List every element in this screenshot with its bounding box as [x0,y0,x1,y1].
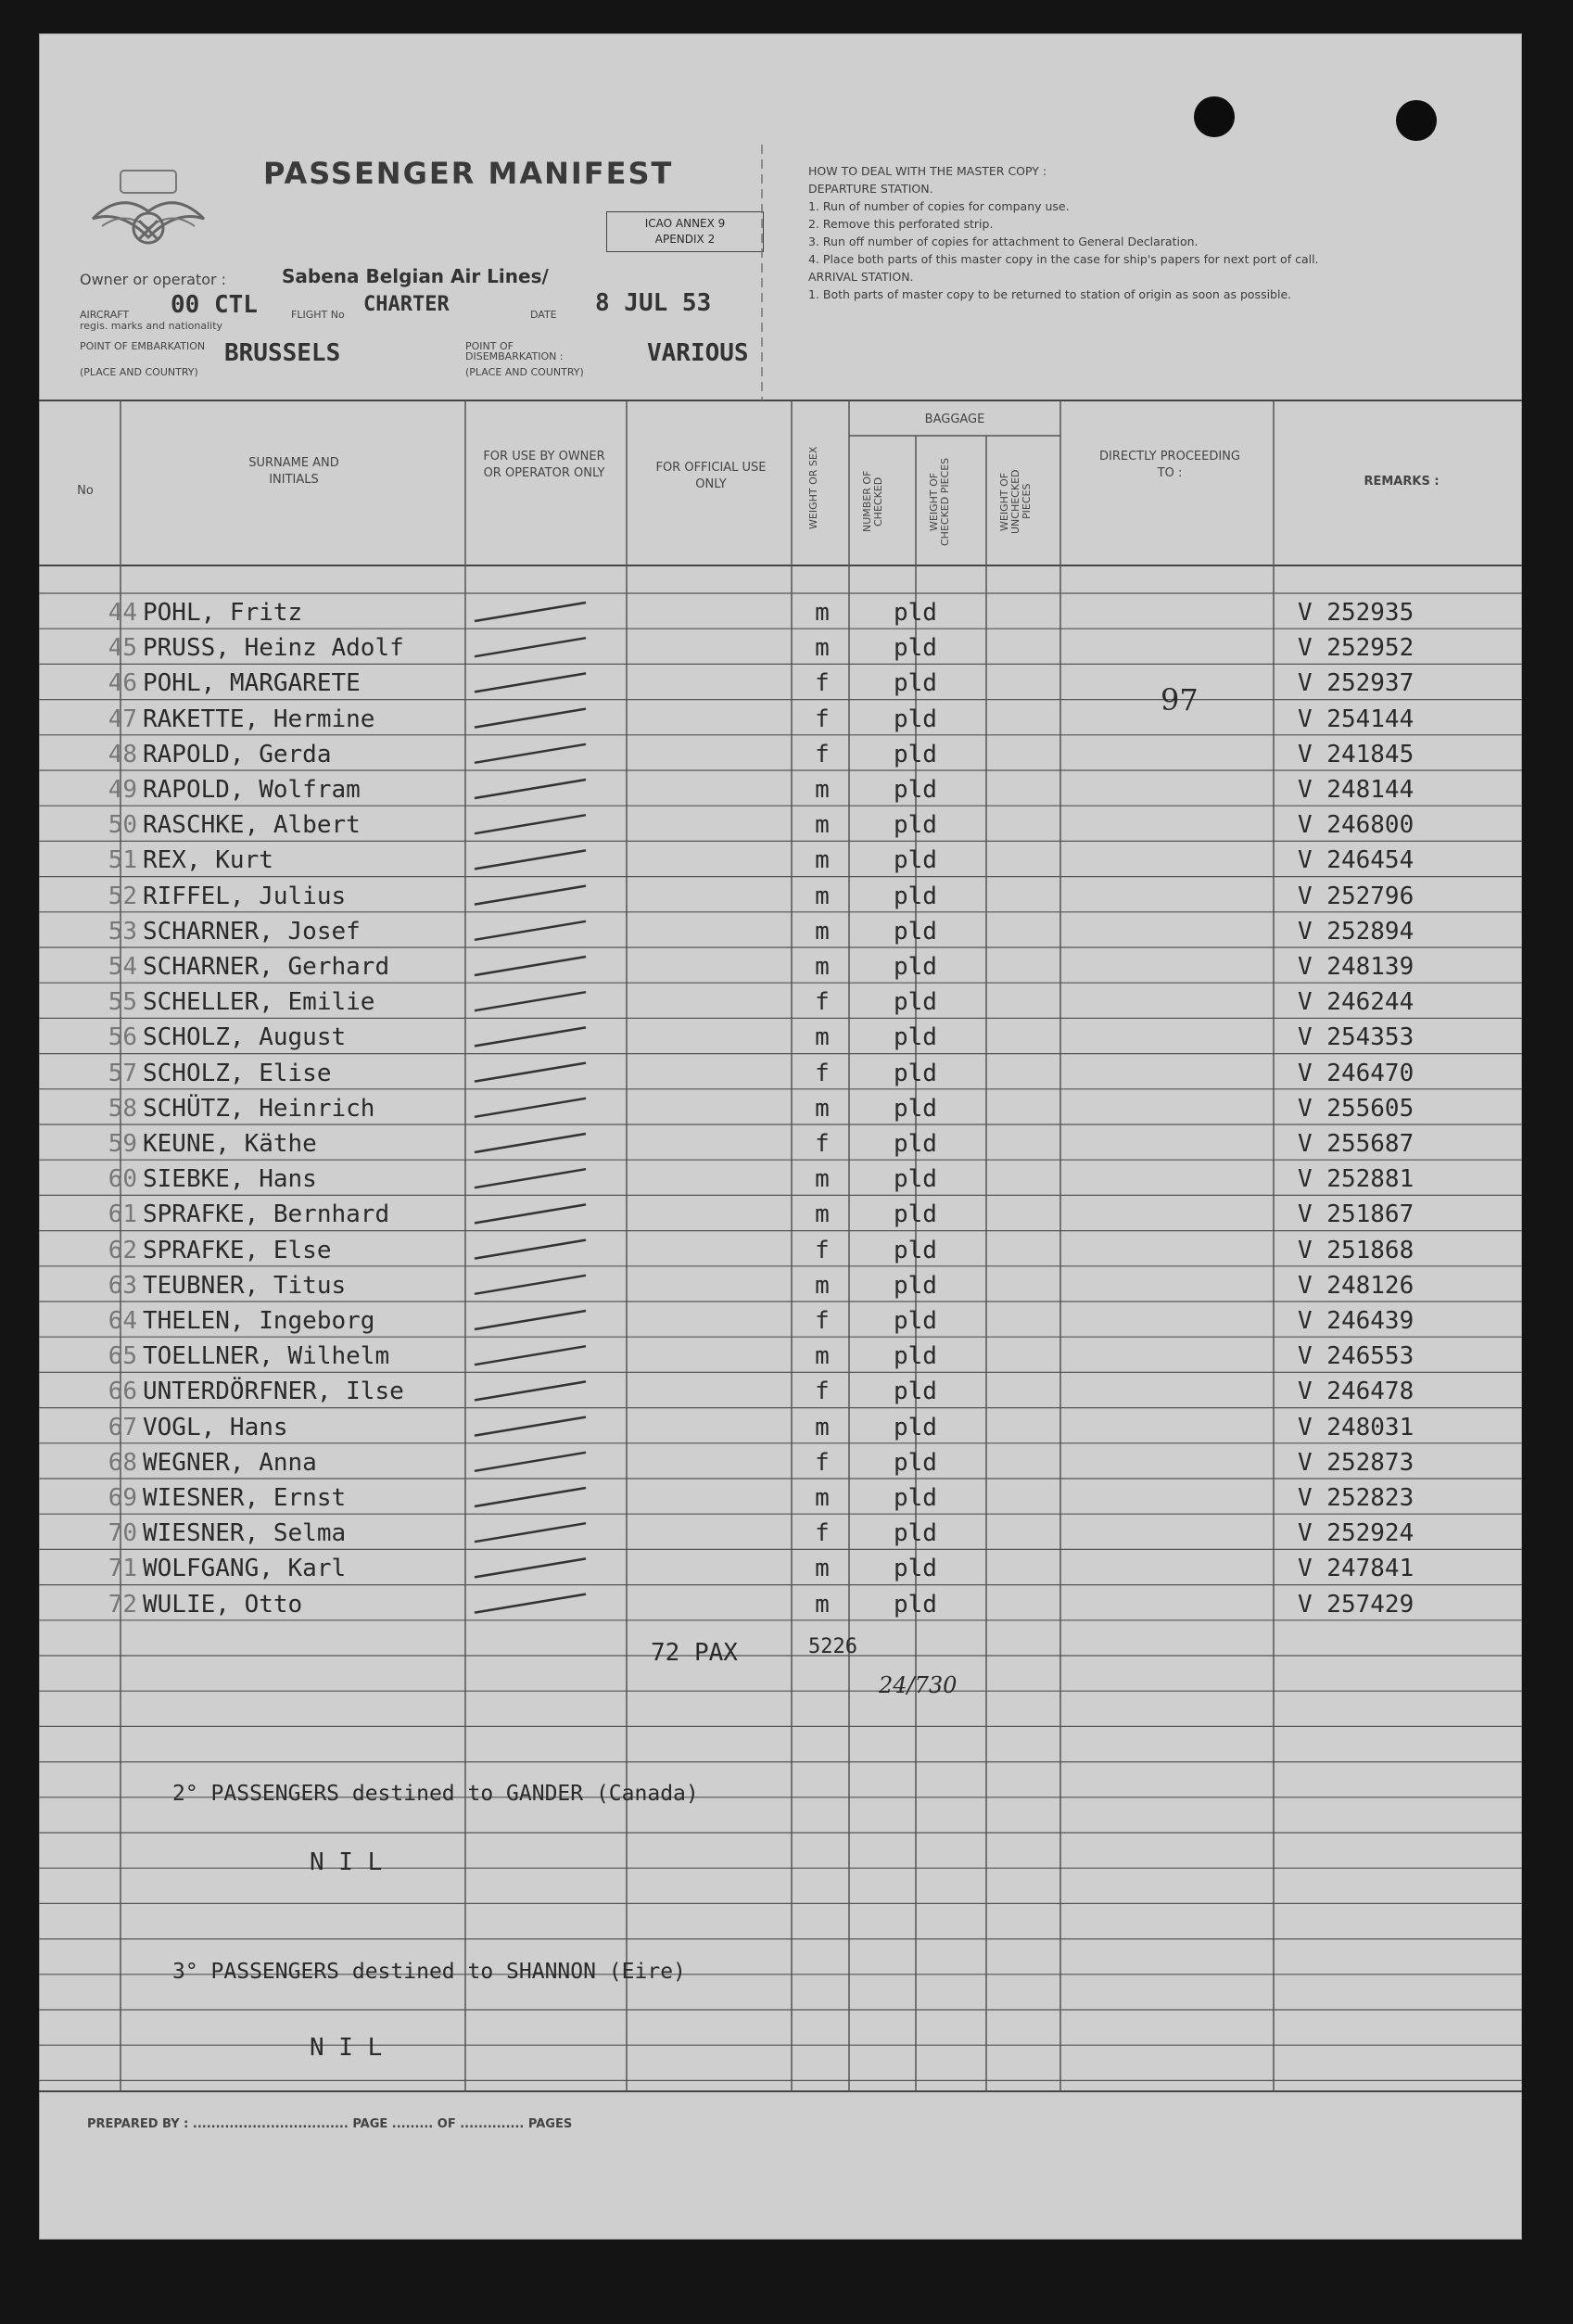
column-header-weight-unchecked: WEIGHT OF UNCHECKED PIECES [998,469,1033,534]
row-number: 54 [108,953,137,981]
table-row [39,806,1522,841]
remark-value: V 246553 [1298,1342,1414,1371]
baggage-code: pld [894,1059,937,1087]
row-number: 66 [108,1378,137,1406]
table-row [39,1195,1522,1230]
date-label: DATE [530,309,557,321]
column-header-weight-sex: WEIGHT OR SEX [807,446,819,529]
passenger-name: WOLFGANG, Karl [143,1555,347,1583]
remark-value: V 246478 [1298,1378,1414,1406]
remark-value: V 255605 [1298,1094,1414,1123]
passenger-sex: m [815,811,830,840]
row-number: 56 [108,1023,137,1052]
note-eire: 3° PASSENGERS destined to SHANNON (Eire) [172,1960,686,1984]
baggage-code: pld [894,705,937,733]
passenger-sex: m [815,882,830,910]
owner-label: Owner or operator : [80,271,227,288]
passenger-name: THELEN, Ingeborg [143,1307,375,1335]
passenger-name: RAPOLD, Wolfram [143,776,361,804]
baggage-code: pld [894,634,937,663]
passenger-sex: m [815,776,830,804]
remark-value: V 247841 [1298,1555,1414,1583]
flight-label: FLIGHT No [291,309,345,321]
remark-value: V 246470 [1298,1059,1414,1087]
passenger-name: TOELLNER, Wilhelm [143,1342,390,1371]
passenger-sex: f [815,1307,830,1335]
instructions [808,163,1439,304]
prepared-by-footer: PREPARED BY : .................................. PAGE ......... OF .............. PAGES [87,2117,573,2131]
aircraft-label: AIRCRAFT [80,309,130,321]
passenger-name: WULIE, Otto [143,1590,303,1619]
baggage-code: pld [894,846,937,875]
passenger-name: SCHARNER, Gerhard [143,953,390,981]
date-value: 8 JUL 53 [595,289,712,317]
column-header-weight-checked: WEIGHT OF CHECKED PIECES [928,457,951,546]
sabena-logo-icon [83,154,213,284]
table-row [39,1054,1522,1089]
table-row [39,735,1522,770]
passenger-name: RIFFEL, Julius [143,882,347,910]
row-number: 44 [108,599,137,627]
table-row [39,1549,1522,1584]
remark-value: V 252796 [1298,882,1414,910]
remark-value: V 246439 [1298,1307,1414,1335]
passenger-sex: m [815,1555,830,1583]
remark-value: V 251868 [1298,1236,1414,1264]
row-number: 49 [108,776,137,804]
row-number: 61 [108,1200,137,1229]
table-row [39,629,1522,664]
passenger-sex: m [815,1200,830,1229]
instruction-line: 4. Place both parts of this master copy in the case for ship's papers for next port of call. [808,252,1319,266]
passenger-name: RAKETTE, Hermine [143,705,375,733]
row-number: 57 [108,1059,137,1087]
table-row [39,1337,1522,1372]
passenger-sex: f [815,1059,830,1087]
remark-value: V 252881 [1298,1165,1414,1194]
instruction-line: 2. Remove this perforated strip. [808,217,994,231]
passenger-name: SCHARNER, Josef [143,917,361,946]
passenger-sex: m [815,634,830,663]
passenger-name: POHL, MARGARETE [143,669,361,698]
remark-value: V 252952 [1298,634,1414,663]
flight-value: CHARTER [363,293,450,316]
instruction-line: ARRIVAL STATION. [808,270,914,284]
baggage-code: pld [894,599,937,627]
passenger-sex: f [815,1130,830,1158]
remark-value: V 248139 [1298,953,1414,981]
column-header-baggage: BAGGAGE [924,413,985,426]
remark-value: V 251867 [1298,1200,1414,1229]
baggage-code: pld [894,1200,937,1229]
handwritten-note: 24/730 [879,1672,958,1698]
row-number: 65 [108,1342,137,1371]
passenger-sex: m [815,599,830,627]
baggage-code: pld [894,1023,937,1052]
passenger-sex: m [815,1094,830,1123]
passenger-name: UNTERDÖRFNER, Ilse [143,1378,404,1406]
instruction-line: HOW TO DEAL WITH THE MASTER COPY : [808,164,1047,178]
baggage-code: pld [894,1094,937,1123]
row-number: 59 [108,1130,137,1158]
table-row [39,1443,1522,1479]
baggage-code: pld [894,882,937,910]
note-eire-nil: N I L [310,2034,383,2062]
remark-value: V 255687 [1298,1130,1414,1158]
passenger-name: VOGL, Hans [143,1413,288,1441]
baggage-code: pld [894,1165,937,1194]
baggage-code: pld [894,1590,937,1619]
baggage-code: pld [894,1448,937,1477]
passenger-name: REX, Kurt [143,846,273,875]
passenger-name: SPRAFKE, Else [143,1236,332,1264]
passenger-name: POHL, Fritz [143,599,303,627]
icao-box [606,211,764,252]
remark-value: V 248144 [1298,776,1414,804]
table-row [39,1018,1522,1053]
table-row [39,1089,1522,1124]
baggage-code: pld [894,917,937,946]
punch-hole [1194,96,1235,137]
disembark-sub: (PLACE AND COUNTRY) [465,366,584,378]
embark-value: BRUSSELS [224,339,341,367]
passenger-sex: m [815,1165,830,1194]
passenger-sex: f [815,669,830,698]
baggage-code: pld [894,1342,937,1371]
table-row [39,947,1522,983]
row-number: 69 [108,1484,137,1512]
baggage-code: pld [894,953,937,981]
passenger-sex: f [815,705,830,733]
column-header-remarks: REMARKS : [1364,475,1440,489]
row-number: 55 [108,988,137,1017]
aircraft-value: 00 CTL [171,291,258,319]
table-row [39,912,1522,947]
embark-label: POINT OF EMBARKATION [80,340,206,352]
passenger-name: SPRAFKE, Bernhard [143,1200,390,1229]
table-row [39,1585,1522,1620]
baggage-code: pld [894,669,937,698]
baggage-code: pld [894,1555,937,1583]
note-canada: 2° PASSENGERS destined to GANDER (Canada) [172,1782,699,1806]
disembark-label: POINT OF DISEMBARKATION : [465,340,564,362]
directly-number: 97 [1161,682,1199,718]
table-row [39,1266,1522,1302]
passenger-sex: m [815,1271,830,1300]
row-number: 52 [108,882,137,910]
table-row [39,770,1522,806]
baggage-code: pld [894,740,937,768]
table-row [39,593,1522,629]
table-row [39,1160,1522,1195]
passenger-name: RAPOLD, Gerda [143,740,332,768]
table-row [39,700,1522,735]
passenger-sex: m [815,1342,830,1371]
passenger-sex: f [815,740,830,768]
column-header-no: No [77,484,94,498]
instruction-line: 1. Run of number of copies for company use. [808,199,1070,213]
passenger-name: TEUBNER, Titus [143,1271,347,1300]
remark-value: V 241845 [1298,740,1414,768]
row-number: 47 [108,705,137,733]
row-number: 53 [108,917,137,946]
aircraft-sub: regis. marks and nationality [80,320,223,332]
row-number: 63 [108,1271,137,1300]
remark-value: V 246454 [1298,846,1414,875]
owner-value: Sabena Belgian Air Lines/ [282,265,549,287]
passenger-name: WIESNER, Ernst [143,1484,347,1512]
passenger-name: SIEBKE, Hans [143,1165,317,1194]
icao-line: APENDIX 2 [654,233,716,246]
baggage-code: pld [894,1378,937,1406]
row-number: 72 [108,1590,137,1619]
instruction-line: DEPARTURE STATION. [808,182,933,196]
remark-value: V 257429 [1298,1590,1414,1619]
passenger-sex: m [815,846,830,875]
passenger-name: SCHELLER, Emilie [143,988,375,1017]
note-canada-nil: N I L [310,1848,383,1876]
remark-value: V 254144 [1298,705,1414,733]
row-number: 70 [108,1519,137,1548]
table-row [39,1124,1522,1160]
table-row [39,1408,1522,1443]
row-number: 68 [108,1448,137,1477]
passenger-name: SCHÜTZ, Heinrich [143,1094,375,1123]
column-header-directly: DIRECTLY PROCEEDING TO : [1099,450,1240,480]
row-number: 51 [108,846,137,875]
column-header-surname: SURNAME AND INITIALS [248,456,339,487]
baggage-code: pld [894,1519,937,1548]
table-row [39,664,1522,699]
embark-sub: (PLACE AND COUNTRY) [80,366,198,378]
row-number: 62 [108,1236,137,1264]
passenger-sex: f [815,1378,830,1406]
row-number: 60 [108,1165,137,1194]
remark-value: V 246800 [1298,811,1414,840]
passenger-sex: m [815,917,830,946]
passenger-sex: m [815,1590,830,1619]
baggage-code: pld [894,776,937,804]
row-number: 46 [108,669,137,698]
column-header-number-checked: NUMBER OF CHECKED [861,470,884,533]
icao-line: ICAO ANNEX 9 [644,217,726,230]
passenger-name: WIESNER, Selma [143,1519,347,1548]
remark-value: V 246244 [1298,988,1414,1017]
manifest-sheet [39,33,1522,2240]
passenger-name: PRUSS, Heinz Adolf [143,634,404,663]
table-row [39,1302,1522,1337]
instruction-line: 1. Both parts of master copy to be returned to station of origin as soon as possible. [808,287,1292,301]
remark-value: V 252937 [1298,669,1414,698]
passenger-name: KEUNE, Käthe [143,1130,317,1158]
column-header-official: FOR OFFICIAL USE ONLY [655,461,767,491]
passenger-sex: f [815,1448,830,1477]
row-number: 50 [108,811,137,840]
instruction-line: 3. Run off number of copies for attachment to General Declaration. [808,235,1199,248]
table-row [39,1231,1522,1266]
passenger-sex: f [815,1519,830,1548]
baggage-code: pld [894,811,937,840]
baggage-code: pld [894,988,937,1017]
table-row [39,1514,1522,1549]
total-weight: 5226 [808,1635,857,1658]
passenger-sex: f [815,988,830,1017]
remark-value: V 248126 [1298,1271,1414,1300]
baggage-code: pld [894,1413,937,1441]
total-passengers: 72 PAX [651,1639,738,1667]
row-number: 71 [108,1555,137,1583]
table-row [39,877,1522,912]
passenger-sex: f [815,1236,830,1264]
remark-value: V 252823 [1298,1484,1414,1512]
remark-value: V 252873 [1298,1448,1414,1477]
baggage-code: pld [894,1307,937,1335]
row-number: 64 [108,1307,137,1335]
table-row [39,841,1522,876]
baggage-code: pld [894,1484,937,1512]
disembark-value: VARIOUS [647,339,749,367]
column-header-owner-use: FOR USE BY OWNER OR OPERATOR ONLY [483,450,605,480]
row-number: 58 [108,1094,137,1123]
row-number: 67 [108,1413,137,1441]
table-row [39,1479,1522,1514]
baggage-code: pld [894,1130,937,1158]
remark-value: V 252894 [1298,917,1414,946]
table-row [39,1372,1522,1407]
remark-value: V 248031 [1298,1413,1414,1441]
remark-value: V 252935 [1298,599,1414,627]
remark-value: V 252924 [1298,1519,1414,1548]
table-row [39,983,1522,1018]
passenger-sex: m [815,953,830,981]
row-number: 45 [108,634,137,663]
page-title: PASSENGER MANIFEST [263,156,674,191]
passenger-name: SCHOLZ, August [143,1023,347,1052]
passenger-name: SCHOLZ, Elise [143,1059,332,1087]
passenger-sex: m [815,1413,830,1441]
passenger-name: RASCHKE, Albert [143,811,361,840]
baggage-code: pld [894,1271,937,1300]
passenger-sex: m [815,1484,830,1512]
remark-value: V 254353 [1298,1023,1414,1052]
passenger-name: WEGNER, Anna [143,1448,317,1477]
passenger-sex: m [815,1023,830,1052]
punch-hole [1396,100,1437,141]
row-number: 48 [108,740,137,768]
baggage-code: pld [894,1236,937,1264]
